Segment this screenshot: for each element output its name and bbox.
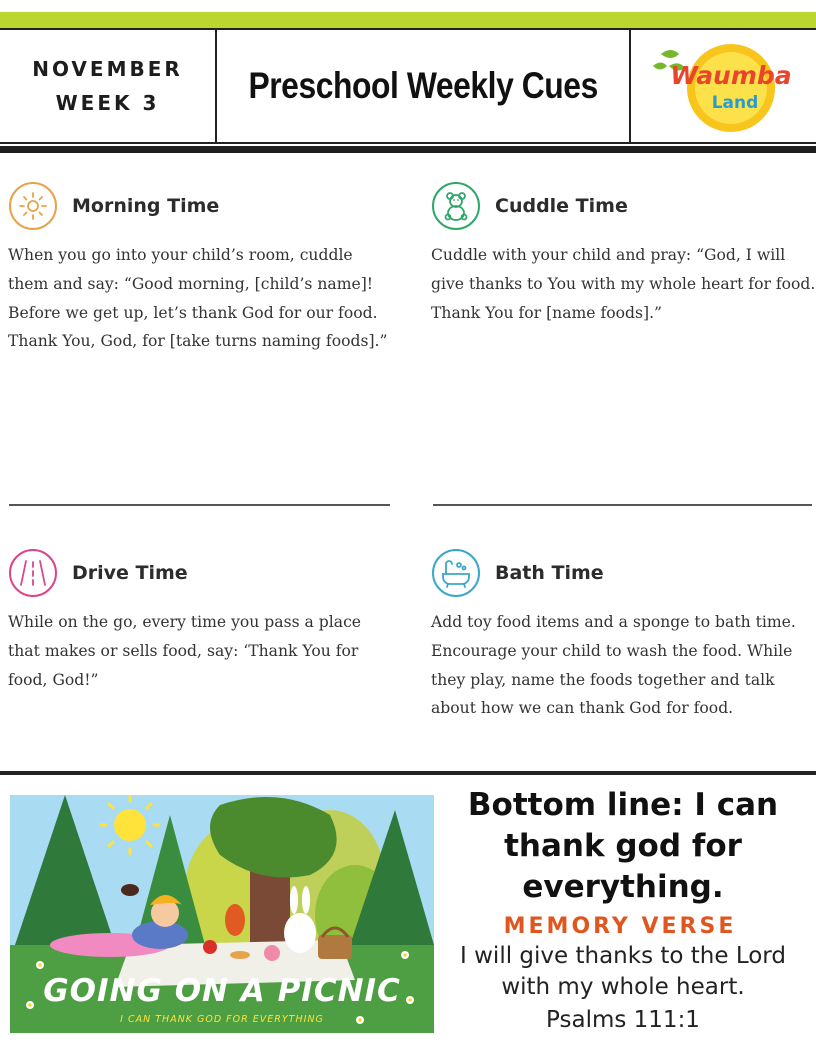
cue-body: While on the go, every time you pass a place that makes or sells food, say: ‘Thank You for food, God!” — [8, 613, 362, 689]
cue-body: Add toy food items and a sponge to bath time. Encourage your child to wash the food. While they play, name the foods together and talk about how we can thank God for food. — [431, 613, 796, 718]
bottom-rule — [0, 771, 816, 775]
cue-body: Cuddle with your child and pray: “God, I will give thanks to You with my whole heart for food. Thank You for [name foods].” — [431, 246, 816, 322]
cue-bath-time — [431, 546, 816, 723]
cue-morning-time — [8, 179, 393, 356]
waumba-land-logo — [631, 30, 816, 142]
memory-verse-label: MEMORY VERSE — [503, 914, 737, 939]
picnic-scene — [10, 795, 434, 1033]
logo-text-top: Waumba — [669, 61, 792, 90]
header-month: NOVEMBER — [32, 57, 183, 81]
page-title: Preschool Weekly Cues — [248, 65, 598, 106]
cue-drive-time — [8, 546, 393, 694]
header-title-cell — [217, 30, 631, 142]
header-week: WEEK 3 — [55, 91, 160, 115]
cue-body: When you go into your child’s room, cuddle them and say: “Good morning, [child’s name]! Before we get up, let’s thank God for our food. Thank You, God, for [take turns naming foods].” — [8, 246, 388, 351]
sun-icon — [8, 181, 58, 231]
cue-title: Morning Time — [72, 195, 220, 217]
header-rule — [0, 146, 816, 153]
section-divider-right — [433, 504, 812, 506]
picnic-illustration — [10, 795, 434, 1033]
logo-text-bottom: Land — [711, 93, 758, 113]
top-accent-bar — [0, 12, 816, 28]
cue-title: Cuddle Time — [495, 195, 628, 217]
cue-title: Bath Time — [495, 562, 604, 584]
header-date — [0, 30, 217, 142]
logo-graphic — [639, 36, 809, 136]
road-icon — [8, 548, 58, 598]
bottom-line-section — [440, 785, 806, 1036]
bathtub-icon — [431, 548, 481, 598]
section-divider-left — [9, 504, 390, 506]
teddy-bear-icon — [431, 181, 481, 231]
memory-verse-text: I will give thanks to the Lord with my whole heart. — [460, 943, 786, 1000]
memory-verse-reference: Psalms 111:1 — [546, 1007, 700, 1033]
bottom-line: Bottom line: I can thank god for everything. — [467, 787, 779, 905]
illustration-subtitle: I CAN THANK GOD FOR EVERYTHING — [120, 1014, 324, 1025]
cue-cuddle-time — [431, 179, 816, 327]
cue-title: Drive Time — [72, 562, 188, 584]
page-header — [0, 28, 816, 144]
illustration-title: GOING ON A PICNIC — [43, 973, 401, 1009]
